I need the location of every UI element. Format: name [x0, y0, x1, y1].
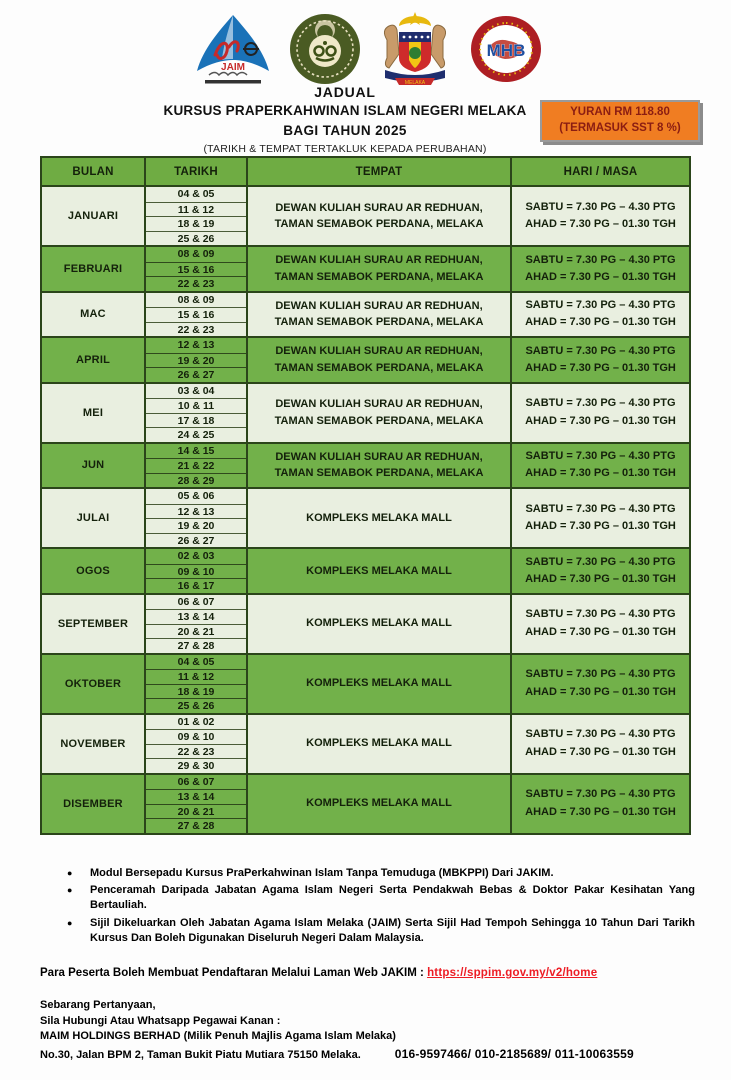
venue [248, 187, 512, 245]
date-list [146, 444, 248, 488]
day-time-line: SABTU = 7.30 PG – 4.30 PTG [525, 397, 676, 410]
month-name: OGOS [42, 549, 146, 593]
day-time-line: AHAD = 7.30 PG – 01.30 TGH [525, 745, 676, 758]
month-row-november [42, 713, 689, 773]
day-time [512, 338, 689, 382]
month-row-oktober [42, 653, 689, 713]
date-pair: 25 & 26 [146, 231, 246, 246]
venue-line: DEWAN KULIAH SURAU AR REDHUAN, [275, 299, 483, 312]
date-pair: 20 & 21 [146, 804, 246, 819]
day-time-line: AHAD = 7.30 PG – 01.30 TGH [525, 467, 676, 480]
venue-line: TAMAN SEMABOK PERDANA, MELAKA [274, 414, 484, 427]
month-row-disember [42, 773, 689, 833]
table-header-row [42, 158, 689, 185]
date-pair: 15 & 16 [146, 307, 246, 322]
day-time-line: SABTU = 7.30 PG – 4.30 PTG [525, 299, 676, 312]
day-time-line: SABTU = 7.30 PG – 4.30 PTG [525, 555, 676, 568]
month-row-mei [42, 382, 689, 442]
venue [248, 775, 512, 833]
date-pair: 22 & 23 [146, 322, 246, 337]
date-list [146, 775, 248, 833]
registration-label: Para Peserta Boleh Membuat Pendaftaran Melalui Laman Web JAKIM : [40, 967, 424, 979]
month-name: APRIL [42, 338, 146, 382]
date-pair: 14 & 15 [177, 444, 215, 457]
year-title: BAGI TAHUN 2025 [283, 123, 407, 138]
svg-text:MHB: MHB [486, 40, 525, 60]
day-time-line: AHAD = 7.30 PG – 01.30 TGH [525, 520, 676, 532]
day-time-line: AHAD = 7.30 PG – 01.30 TGH [525, 572, 676, 585]
date-pair: 28 & 29 [146, 473, 246, 488]
date-pair: 04 & 05 [177, 655, 215, 668]
footer-enquiry-line: Sebarang Pertanyaan, [40, 999, 156, 1011]
date-pair: 26 & 27 [146, 533, 246, 548]
footer-whatsapp-line: Sila Hubungi Atau Whatsapp Pegawai Kanan : [40, 1014, 281, 1027]
month-name: DISEMBER [42, 775, 146, 833]
day-time-line: SABTU = 7.30 PG – 4.30 PTG [525, 728, 676, 741]
logos-row [0, 12, 731, 90]
fee-sst-note: (TERMASUK SST 8 %) [559, 122, 681, 134]
date-pair: 13 & 14 [146, 789, 246, 804]
venue-line: TAMAN SEMABOK PERDANA, MELAKA [274, 467, 484, 480]
venue [248, 489, 512, 547]
date-pair: 08 & 09 [177, 293, 215, 306]
date-pair: 02 & 03 [177, 550, 215, 562]
date-pair: 22 & 23 [146, 744, 246, 759]
date-pair: 04 & 05 [177, 188, 215, 200]
footer-address: No.30, Jalan BPM 2, Taman Bukit Piatu Mutiara 75150 Melaka. [40, 1048, 361, 1061]
venue-line: TAMAN SEMABOK PERDANA, MELAKA [274, 270, 484, 283]
note-item [67, 916, 695, 946]
month-name: JULAI [42, 489, 146, 547]
venue-line: KOMPLEKS MELAKA MALL [306, 511, 452, 524]
note-text: Sijil Dikeluarkan Oleh Jabatan Agama Islam Melaka (JAIM) Serta Sijil Had Tempoh Sehingga 10 Tahun Dari Tarikh Kursus Dan Boleh Digunakan Diseluruh Negeri Dalam Malaysia. [90, 916, 695, 944]
day-time [512, 247, 689, 291]
day-time [512, 775, 689, 833]
day-time-line: AHAD = 7.30 PG – 01.30 TGH [525, 316, 676, 329]
day-time-line: SABTU = 7.30 PG – 4.30 PTG [525, 788, 676, 801]
fee-badge [540, 100, 700, 142]
month-name: OKTOBER [42, 655, 146, 713]
date-list [146, 384, 248, 442]
date-pair: 27 & 28 [146, 818, 246, 833]
month-row-julai [42, 487, 689, 547]
date-pair: 18 & 19 [146, 684, 246, 699]
month-row-mac [42, 291, 689, 337]
date-pair: 29 & 30 [146, 758, 246, 773]
date-list [146, 338, 248, 382]
day-time [512, 715, 689, 773]
day-time-line: AHAD = 7.30 PG – 01.30 TGH [525, 625, 676, 638]
date-list [146, 247, 248, 291]
col-header-hari-masa: HARI / MASA [563, 166, 638, 178]
day-time [512, 655, 689, 713]
month-name: MAC [42, 293, 146, 337]
day-time [512, 489, 689, 547]
day-time-line: SABTU = 7.30 PG – 4.30 PTG [525, 450, 676, 463]
venue-line: DEWAN KULIAH SURAU AR REDHUAN, [275, 398, 483, 410]
date-pair: 19 & 20 [146, 518, 246, 533]
venue-line: DEWAN KULIAH SURAU AR REDHUAN, [275, 201, 483, 214]
date-pair: 08 & 09 [177, 248, 215, 260]
date-pair: 10 & 11 [146, 398, 246, 413]
bullet-icon: ● [67, 917, 73, 928]
melaka-crest-icon [373, 10, 457, 93]
footer-phone-numbers: 016-9597466/ 010-2185689/ 011-10063559 [394, 1046, 634, 1061]
date-pair: 05 & 06 [177, 490, 215, 502]
day-time-line: SABTU = 7.30 PG – 4.30 PTG [525, 344, 676, 357]
date-list [146, 655, 248, 713]
date-list [146, 549, 248, 593]
venue-line: DEWAN KULIAH SURAU AR REDHUAN, [275, 254, 483, 267]
venue-line: DEWAN KULIAH SURAU AR REDHUAN, [275, 450, 483, 463]
date-pair: 25 & 26 [146, 698, 246, 713]
venue [248, 247, 512, 291]
month-row-januari [42, 185, 689, 245]
day-time-line: AHAD = 7.30 PG – 01.30 TGH [525, 414, 676, 427]
date-pair: 12 & 13 [177, 339, 215, 351]
month-row-september [42, 593, 689, 653]
venue [248, 293, 512, 337]
day-time-line: SABTU = 7.30 PG – 4.30 PTG [525, 200, 676, 213]
date-list [146, 187, 248, 245]
jaim-logo-icon [189, 11, 277, 92]
month-row-jun [42, 442, 689, 488]
venue-line: KOMPLEKS MELAKA MALL [306, 617, 452, 630]
footer-block [40, 998, 634, 1063]
date-list [146, 293, 248, 337]
month-name: FEBRUARI [42, 247, 146, 291]
date-pair: 18 & 19 [146, 216, 246, 231]
venue-line: KOMPLEKS MELAKA MALL [306, 797, 452, 810]
month-name: JUN [42, 444, 146, 488]
fee-amount: YURAN RM 118.80 [570, 106, 670, 119]
col-header-tarikh: TARIKH [146, 158, 248, 185]
day-time [512, 187, 689, 245]
day-time-line: AHAD = 7.30 PG – 01.30 TGH [525, 361, 676, 374]
mhb-logo-icon [469, 13, 543, 90]
month-row-februari [42, 245, 689, 291]
svg-text:MELAKA: MELAKA [404, 79, 425, 86]
date-pair: 11 & 12 [146, 669, 246, 684]
venue-line: KOMPLEKS MELAKA MALL [306, 564, 452, 577]
venue-line: KOMPLEKS MELAKA MALL [306, 677, 452, 690]
date-pair: 24 & 25 [146, 427, 246, 442]
date-pair: 09 & 10 [146, 564, 246, 579]
page-title: JADUAL [314, 84, 376, 100]
day-time [512, 384, 689, 442]
date-pair: 01 & 02 [177, 715, 215, 728]
venue-line: KOMPLEKS MELAKA MALL [306, 737, 452, 750]
date-pair: 27 & 28 [146, 638, 246, 653]
day-time-line: AHAD = 7.30 PG – 01.30 TGH [525, 270, 676, 283]
note-text: Penceramah Daripada Jabatan Agama Islam Negeri Serta Pendakwah Bebas & Doktor Pakar Kesihatan Yang Bertauliah. [90, 884, 695, 912]
venue-line: TAMAN SEMABOK PERDANA, MELAKA [274, 218, 484, 230]
footer-contact-line [40, 1046, 634, 1064]
bullet-icon: ● [67, 885, 73, 896]
venue [248, 549, 512, 593]
month-name: JANUARI [42, 187, 146, 245]
day-time-line: AHAD = 7.30 PG – 01.30 TGH [525, 685, 676, 698]
date-pair: 06 & 07 [177, 775, 215, 788]
date-list [146, 715, 248, 773]
col-header-bulan: BULAN [42, 158, 146, 185]
date-pair: 06 & 07 [177, 595, 215, 608]
svg-text:JAIM: JAIM [220, 61, 245, 73]
venue [248, 444, 512, 488]
venue-line: DEWAN KULIAH SURAU AR REDHUAN, [275, 345, 483, 358]
month-row-april [42, 336, 689, 382]
venue [248, 338, 512, 382]
day-time [512, 293, 689, 337]
month-name: MEI [42, 384, 146, 442]
day-time-line: AHAD = 7.30 PG – 01.30 TGH [525, 805, 676, 818]
maim-seal-icon [289, 13, 361, 90]
venue [248, 715, 512, 773]
date-pair: 21 & 22 [146, 458, 246, 473]
venue [248, 384, 512, 442]
day-time [512, 444, 689, 488]
day-time-line: SABTU = 7.30 PG – 4.30 PTG [525, 253, 676, 266]
bullet-icon: ● [67, 868, 73, 878]
date-pair: 22 & 23 [146, 276, 246, 291]
note-text: Modul Bersepadu Kursus PraPerkahwinan Islam Tanpa Temuduga (MBKPPI) Dari JAKIM. [90, 867, 554, 879]
date-pair: 20 & 21 [146, 624, 246, 639]
day-time [512, 595, 689, 653]
venue-line: TAMAN SEMABOK PERDANA, MELAKA [274, 316, 484, 329]
date-pair: 15 & 16 [146, 262, 246, 277]
date-pair: 17 & 18 [146, 413, 246, 428]
footer-company-line: MAIM HOLDINGS BERHAD (Milik Penuh Majlis Agama Islam Melaka) [40, 1030, 396, 1043]
notes-list [67, 866, 695, 948]
registration-line [40, 967, 597, 979]
subtitle-disclaimer: (TARIKH & TEMPAT TERTAKLUK KEPADA PERUBAHAN) [203, 143, 487, 155]
venue [248, 655, 512, 713]
date-pair: 12 & 13 [146, 504, 246, 519]
date-list [146, 489, 248, 547]
day-time [512, 549, 689, 593]
date-pair: 03 & 04 [177, 384, 215, 397]
date-pair: 16 & 17 [146, 578, 246, 593]
day-time-line: SABTU = 7.30 PG – 4.30 PTG [525, 502, 676, 515]
registration-link[interactable]: https://sppim.gov.my/v2/home [427, 967, 598, 979]
date-list [146, 595, 248, 653]
day-time-line: SABTU = 7.30 PG – 4.30 PTG [525, 608, 676, 621]
venue-line: TAMAN SEMABOK PERDANA, MELAKA [274, 361, 484, 374]
month-name: SEPTEMBER [42, 595, 146, 653]
month-name: NOVEMBER [42, 715, 146, 773]
schedule-table [40, 156, 691, 835]
date-pair: 26 & 27 [146, 367, 246, 382]
venue [248, 595, 512, 653]
day-time-line: AHAD = 7.30 PG – 01.30 TGH [525, 218, 676, 230]
day-time-line: SABTU = 7.30 PG – 4.30 PTG [525, 668, 676, 681]
month-row-ogos [42, 547, 689, 593]
date-pair: 11 & 12 [146, 202, 246, 217]
date-pair: 09 & 10 [146, 729, 246, 744]
note-item [67, 883, 695, 913]
col-header-tempat: TEMPAT [248, 158, 512, 185]
course-title: KURSUS PRAPERKAHWINAN ISLAM NEGERI MELAKA [163, 103, 527, 118]
table-body [42, 185, 689, 833]
note-item [67, 866, 695, 881]
date-pair: 13 & 14 [146, 609, 246, 624]
date-pair: 19 & 20 [146, 353, 246, 368]
